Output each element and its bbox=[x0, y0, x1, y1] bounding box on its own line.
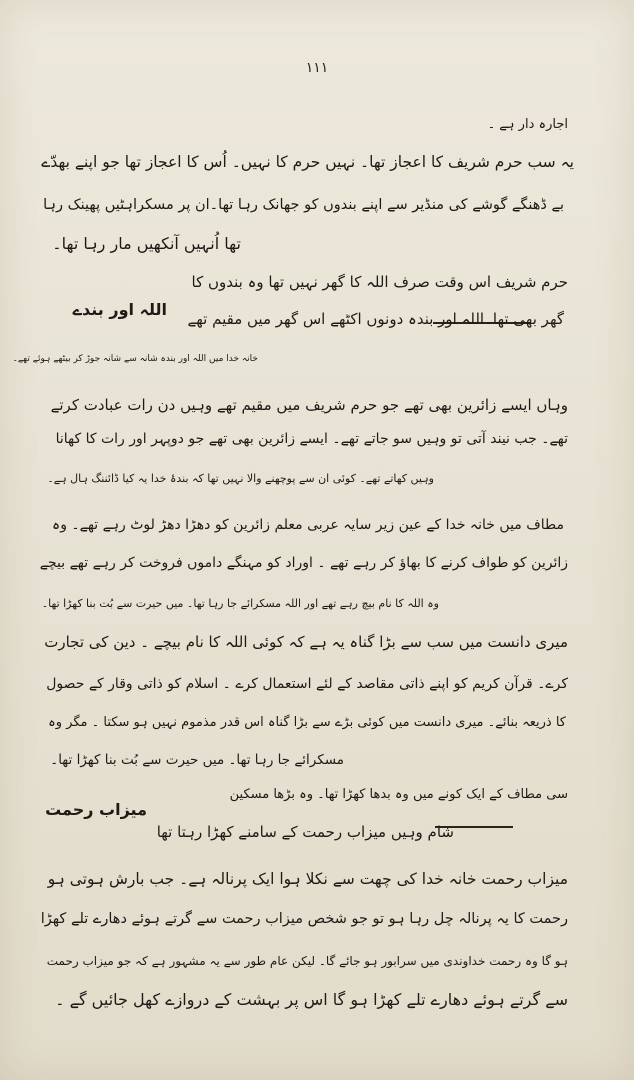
text-line: خانہ خدا میں اللہ اور بندہ شانہ سے شانہ جوڑ کر بیٹھے ہوئے تھے۔ bbox=[12, 354, 258, 364]
text-line: مسکرائے جا رہا تھا۔ میں حیرت سے بُت بنا کھڑا تھا۔ bbox=[50, 752, 344, 768]
text-line: حرم شریف اس وقت صرف اللہ کا گھر نہیں تھا وہ بندوں کا bbox=[191, 273, 568, 291]
text-line: سی مطاف کے ایک کونے میں وہ بدھا کھڑا تھا۔ وہ بڑھا مسکین bbox=[229, 787, 568, 802]
text-line: وہاں ایسے زائرین بھی تھے جو حرم شریف میں مقیم تھے وہیں دن رات عبادت کرتے bbox=[50, 396, 568, 414]
text-line: سے گرتے ہوئے دھارے تلے کھڑا ہو گا اس پر بہشت کے دروازے کھل جائیں گے ۔ bbox=[55, 990, 568, 1009]
text-line: وہ اللہ کا نام بیچ رہے تھے اور اللہ مسکرائے جا رہا تھا۔ میں حیرت سے بُت بنا کھڑا تھا۔ bbox=[41, 597, 439, 610]
text-line: وہیں کھاتے تھے۔ کوئی ان سے پوچھنے والا نہیں تھا کہ بندۂ خدا یہ کیا ڈائننگ ہال ہے۔ bbox=[47, 472, 434, 485]
text-line: میری دانست میں سب سے بڑا گناہ یہ ہے کہ کوئی اللہ کا نام بیچے ۔ دین کی تجارت bbox=[44, 633, 568, 651]
section-heading-allah-and-servant: اللہ اور بندے bbox=[72, 300, 167, 319]
page-number: ۱۱۱ bbox=[305, 60, 329, 76]
text-line: بے ڈھنگے گوشے کی منڈیر سے اپنے بندوں کو جھانک رہا تھا۔ان پر مسکراہٹیں پھینک رہا bbox=[43, 197, 564, 213]
text-line: مطاف میں خانہ خدا کے عین زیر سایہ عربی معلم زائرین کو دھڑا دھڑ لوٹ رہے تھے۔ وہ bbox=[52, 517, 564, 533]
text-line: زائرین کو طواف کرنے کا بھاؤ کر رہے تھے ۔ اوراد کو مہنگے داموں فروخت کر رہے تھے بیچے bbox=[39, 555, 568, 571]
section-heading-mizab-e-rehmat: میزاب رحمت bbox=[45, 800, 147, 819]
text-line: کرے۔ قرآن کریم کو اپنے ذاتی مقاصد کے لئے استعمال کرے ۔ اسلام کو ذاتی وقار کے حصول bbox=[46, 676, 568, 692]
text-line: شام وہیں میزاب رحمت کے سامنے کھڑا رہتا تھا bbox=[156, 823, 454, 841]
text-line: رحمت کا یہ پرنالہ چل رہا ہو تو جو شخص میزاب رحمت سے گرتے ہوئے دھارے تلے کھڑا bbox=[40, 911, 568, 927]
text-line: کا ذریعہ بنائے۔ میری دانست میں کوئی بڑے سے بڑا گناہ اس قدر مذموم نہیں ہو سکتا ۔ مگر وہ bbox=[48, 715, 566, 730]
text-line: اجارہ دار ہے ۔ bbox=[487, 117, 568, 132]
text-line: گھر بھی تھا۔اللہ اور بندہ دونوں اکٹھے اس گھر میں مقیم تھے bbox=[187, 310, 564, 328]
text-line: ہو گا وہ رحمت خداوندی میں سرابور ہو جائے گا۔ لیکن عام طور سے یہ مشہور ہے کہ جو میزاب رحمت bbox=[46, 954, 568, 968]
text-line: میزاب رحمت خانہ خدا کی چھت سے نکلا ہوا ایک پرنالہ ہے۔ جب بارش ہوتی ہو bbox=[47, 870, 568, 888]
text-line: تھا اُنہیں آنکھیں مار رہا تھا۔ bbox=[52, 234, 241, 253]
text-line: یہ سب حرم شریف کا اعجاز تھا۔ نہیں حرم کا نہیں۔ اُس کا اعجاز تھا جو اپنے بھدّے bbox=[41, 153, 574, 171]
text-line: تھے۔ جب نیند آتی تو وہیں سو جاتے تھے۔ ایسے زائرین بھی تھے جو دوپہر اور رات کا کھانا bbox=[55, 431, 568, 447]
